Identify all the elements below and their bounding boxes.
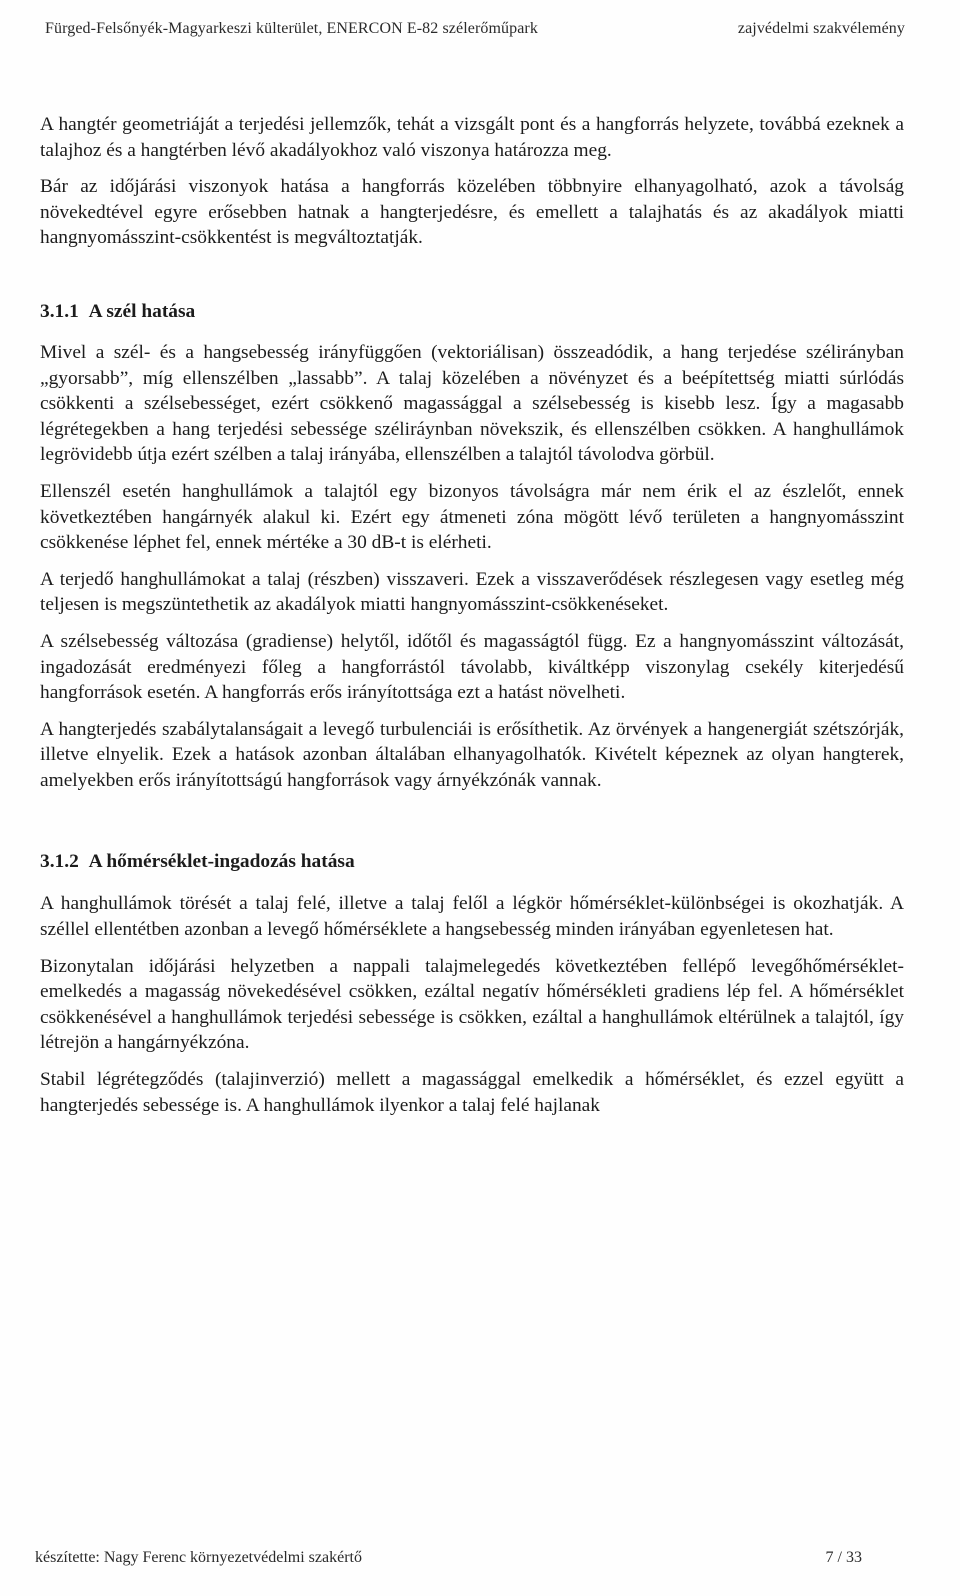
section-number: 3.1.2 (40, 851, 79, 873)
intro-paragraph-1: A hangtér geometriáját a terjedési jellemzők, tehát a vizsgált pont és a hangforrás helyzete, továbbá ezeknek a talajhoz és a hangtérben lévő akadályokhoz való viszonya határozza meg. (40, 114, 904, 161)
section-number: 3.1.1 (40, 300, 79, 322)
temperature-paragraph-1: A hanghullámok törését a talaj felé, illetve a talaj felől a légkör hőmérséklet-különbségei is okozhatják. A széllel ellentétben azonban a levegő hőmérséklete a hangsebesség minden irányában egyenletesen hat. (40, 893, 904, 941)
wind-paragraph-3: A terjedő hanghullámokat a talaj (részben) visszaveri. Ezek a visszaverődések részlegesen vagy esetleg még teljesen is megszüntethetik az akadályok miatti hangnyomásszint-csökkenéseket. (40, 568, 904, 616)
section-heading-wind (40, 299, 904, 324)
temperature-paragraph-3: Stabil légrétegződés (talajinverzió) mellett a magassággal emelkedik a hőmérséklet, és ezzel együtt a hangterjedés sebessége is. A hanghullámok ilyenkor a talaj felé hajlanak (40, 1069, 904, 1116)
page-body (40, 112, 904, 1129)
wind-paragraph-1: Mivel a szél- és a hangsebesség irányfüggően (vektoriálisan) összeadódik, a hang terjedése szélirányban „gyorsabb”, míg ellenszélben „lassabb”. A talaj közelében a növényzet és a beépítettség miatti súrlódás csökkenti a szélsebességet, ezért csökkenő magassággal a szélsebesség is kisebb lesz. Így a magasabb légrétegekben a hang terjedési sebessége széliráynban növekszik, és ellenszélben csökken. A hanghullámok legrövidebb útja ezért szélben a talaj irányába, ellenszélben a talajtól távolodva görbül. (40, 341, 904, 466)
wind-paragraph-2: Ellenszél esetén hanghullámok a talajtól egy bizonyos távolságra már nem érik el az észlelőt, ennek következtében hangárnyék alakul ki. Ezért egy átmeneti zóna mögött lévő területen a hangnyomásszint csökkenése léphet fel, ennek mértéke a 30 dB-t is elérheti. (40, 480, 904, 554)
footer-author: készítette: Nagy Ferenc környezetvédelmi szakértő (35, 1549, 362, 1566)
wind-paragraph-4: A szélsebesség változása (gradiense) helytől, időtől és magasságtól függ. Ez a hangnyomásszint változását, ingadozását eredményezi főleg a hangforrástól távolabb, kiváltképp viszonylag csekély kiterjedésű hangforrások esetén. A hangforrás erős irányítottsága ezt a hatást növelheti. (40, 630, 904, 704)
header-project-title: Fürged-Felsőnyék-Magyarkeszi külterület, ENERCON E-82 szélerőműpark (45, 20, 538, 37)
header-document-type: zajvédelmi szakvélemény (737, 20, 905, 37)
page-number: 7 / 33 (825, 1549, 862, 1566)
wind-paragraph-5: A hangterjedés szabálytalanságait a levegő turbulenciái is erősíthetik. Az örvények a hangenergiát szétszórják, illetve elnyelik. Ezek a hatások azonban általában elhanyagolhatók. Kivételt képeznek az olyan hangterek, amelyekben erős irányítottságú hangforrások vagy árnyékzónák vannak. (40, 718, 904, 791)
section-title: A szél hatása (88, 300, 196, 322)
intro-paragraph-2: Bár az időjárási viszonyok hatása a hangforrás közelében többnyire elhanyagolható, azok a távolság növekedtével egyre erősebben hatnak a hangterjedésre, és emellett a talajhatás és az akadályok miatti hangnyomásszint-csökkentést is megváltoztatják. (40, 176, 904, 249)
section-title: A hőmérséklet-ingadozás hatása (88, 851, 355, 873)
temperature-paragraph-2: Bizonytalan időjárási helyzetben a nappali talajmelegedés következtében fellépő levegőhőmérséklet-emelkedés a magasság növekedésével csökken, ezáltal negatív hőmérsékleti gradiens lép fel. A hőmérséklet csökkenésével a hanghullámok terjedési sebessége is csökken, ezáltal a hanghullámok eltérülnek a talajtól, így létrejön a hangárnyékzóna. (40, 955, 904, 1054)
section-heading-temperature (40, 849, 904, 874)
